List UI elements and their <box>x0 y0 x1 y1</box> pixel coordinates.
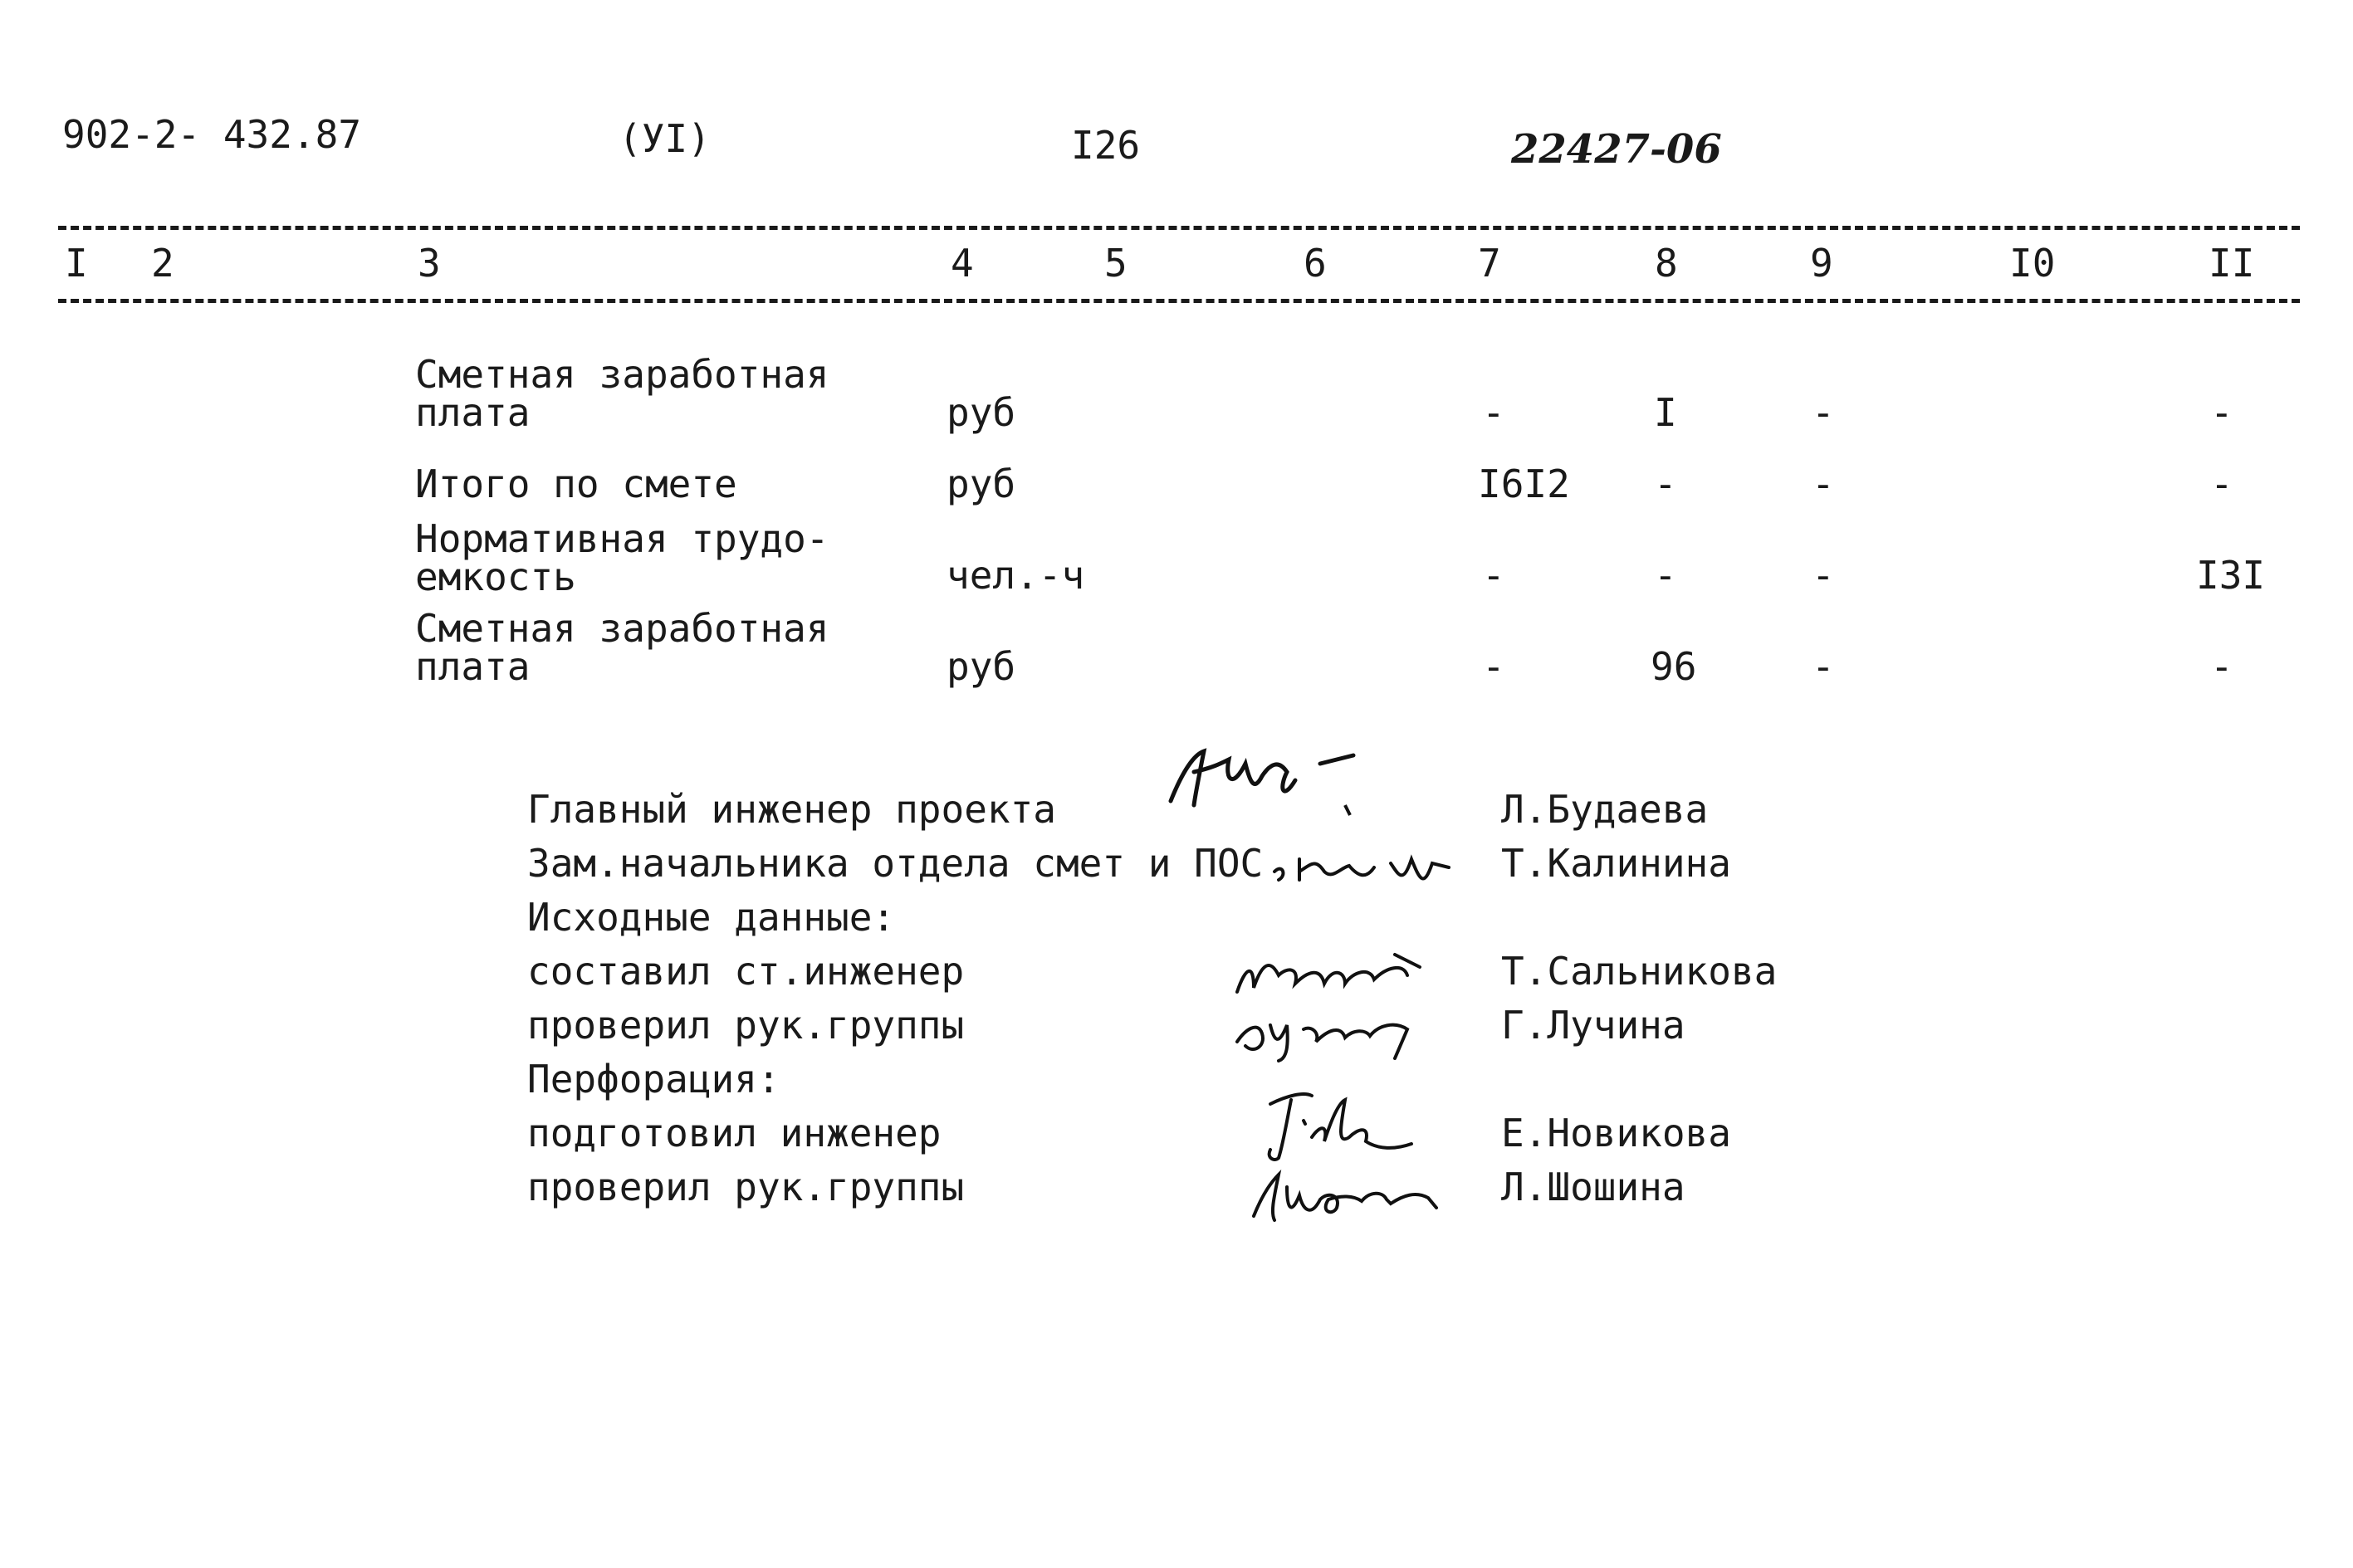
signature-role: составил ст.инженер <box>527 949 965 994</box>
row-col7: - <box>1482 644 1505 689</box>
column-header: 7 <box>1478 241 1501 286</box>
signature-name: Т.Сальникова <box>1501 949 1778 994</box>
row-col11: - <box>2210 390 2233 435</box>
row-unit: руб <box>947 462 1016 506</box>
handwritten-signature <box>1266 834 1465 892</box>
row-col7: - <box>1482 390 1505 435</box>
row-col9: - <box>1812 390 1835 435</box>
row-col7: - <box>1482 553 1505 598</box>
column-header: 2 <box>151 241 174 286</box>
row-col9: - <box>1812 644 1835 689</box>
signature-name: Г.Лучина <box>1501 1003 1685 1048</box>
section-label: Перфорация: <box>527 1057 780 1102</box>
column-header: 9 <box>1810 241 1833 286</box>
signature-name: Л.Будаева <box>1501 787 1709 832</box>
column-header: 6 <box>1304 241 1327 286</box>
sheet-code: 22427-06 <box>1511 126 1722 173</box>
row-col8: I <box>1654 390 1677 435</box>
signature-role: проверил рук.группы <box>527 1003 965 1048</box>
signature-role: Главный инженер проекта <box>527 787 1056 832</box>
signature-name: Л.Шошина <box>1501 1165 1685 1209</box>
row-col7: I6I2 <box>1478 462 1570 506</box>
handwritten-signature <box>1154 730 1428 822</box>
handwritten-signature <box>1229 996 1436 1062</box>
row-unit: руб <box>947 644 1016 689</box>
column-header: I <box>65 241 88 286</box>
row-col11: I3I <box>2196 553 2266 598</box>
row-col8: - <box>1654 462 1677 506</box>
row-col8: - <box>1654 553 1677 598</box>
header-rule-bottom <box>58 299 2300 303</box>
signature-role: проверил рук.группы <box>527 1165 965 1209</box>
row-col11: - <box>2210 462 2233 506</box>
row-col9: - <box>1812 462 1835 506</box>
handwritten-signature <box>1237 1150 1461 1229</box>
signature-name: Е.Новикова <box>1501 1111 1731 1155</box>
row-name: Итого по смете <box>415 462 737 506</box>
document-code: 902-2- 432.87 <box>62 112 362 157</box>
signature-name: Т.Калинина <box>1501 841 1731 886</box>
column-header: 8 <box>1655 241 1678 286</box>
row-name: Сметная заработная плата <box>415 352 829 435</box>
header-rule-top <box>58 226 2300 230</box>
row-unit: чел.-ч <box>947 553 1085 598</box>
column-header: 3 <box>418 241 441 286</box>
signature-role: Зам.начальника отдела смет и ПОС <box>527 841 1264 886</box>
row-name: Нормативная трудо-емкость <box>415 516 829 599</box>
column-header: 5 <box>1104 241 1128 286</box>
row-col9: - <box>1812 553 1835 598</box>
row-col11: - <box>2210 644 2233 689</box>
handwritten-signature <box>1229 938 1445 1004</box>
row-name: Сметная заработная плата <box>415 606 829 689</box>
section-code: (УI) <box>619 116 711 161</box>
column-header: II <box>2209 241 2255 286</box>
signature-role: подготовил инженер <box>527 1111 942 1155</box>
page-number: I26 <box>1071 123 1141 168</box>
section-label: Исходные данные: <box>527 895 896 940</box>
row-col8: 96 <box>1651 644 1697 689</box>
column-header: 4 <box>951 241 974 286</box>
row-unit: руб <box>947 390 1016 435</box>
column-header: I0 <box>2009 241 2056 286</box>
